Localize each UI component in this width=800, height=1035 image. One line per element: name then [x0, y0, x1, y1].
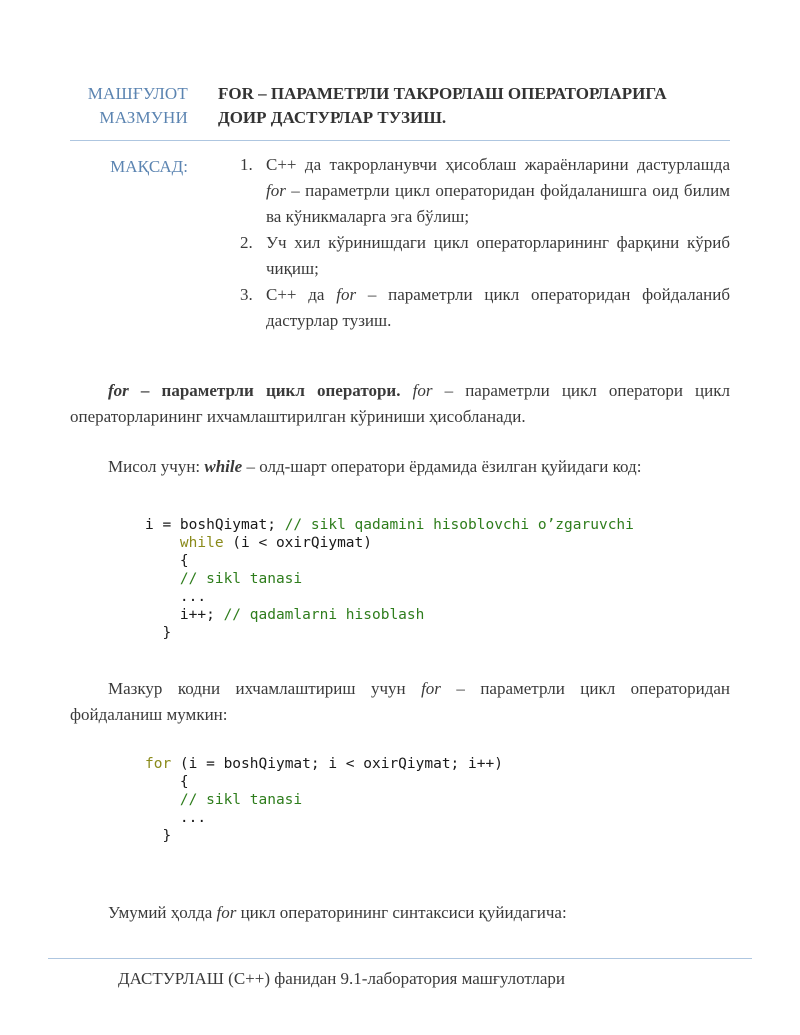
code-text: (i < oxirQiymat)	[223, 535, 372, 551]
page-title	[218, 82, 738, 130]
code-line	[145, 773, 503, 791]
code-text: ...	[179, 589, 207, 605]
code-line	[145, 534, 634, 552]
code-line	[145, 552, 634, 570]
term-for-inline: for	[216, 903, 237, 922]
page-footer: ДАСТУРЛАШ (C++) фанидан 9.1-лаборатория машғулотлари	[118, 969, 566, 988]
goal-item-number: 1.	[240, 155, 253, 174]
intro-paragraph-text: – параметрли цикл оператори цикл операторларининг ихчамлаштирилган кўриниши ҳисобланади.	[70, 381, 730, 426]
goal-item-emphasis: for	[266, 181, 286, 200]
code-line	[145, 755, 503, 773]
term-definition-heading: – параметрли цикл оператори.	[128, 381, 401, 400]
page-title-line1: FOR – ПАРАМЕТРЛИ ТАКРОРЛАШ ОПЕРАТОРЛАРИГА	[218, 84, 667, 103]
code-line	[145, 791, 503, 809]
goal-item-text: С++ да такрорланувчи ҳисоблаш жараёнларини дастурлашда	[266, 155, 730, 174]
term-while: while	[204, 457, 243, 476]
footer-divider	[48, 958, 752, 959]
code-comment: // sikl tanasi	[179, 792, 303, 808]
section-label	[70, 82, 188, 130]
goal-item-number: 3.	[240, 285, 253, 304]
example-paragraph	[70, 454, 730, 480]
term-for-inline: for	[412, 381, 433, 400]
compact-paragraph-text: Мазкур кодни ихчамлаштириш учун	[108, 679, 422, 698]
goal-list	[240, 152, 730, 334]
page-title-line2: ДОИР ДАСТУРЛАР ТУЗИШ.	[218, 108, 447, 127]
code-comment: // sikl qadamini hisoblovchi o’zgaruvchi	[284, 517, 634, 533]
goal-item	[240, 152, 730, 230]
code-line	[145, 809, 503, 827]
example-paragraph-text: Мисол учун:	[108, 457, 205, 476]
code-line	[145, 588, 634, 606]
code-line	[145, 624, 634, 642]
code-text: }	[162, 625, 172, 641]
code-line	[145, 827, 503, 845]
code-keyword: for	[145, 756, 172, 772]
code-text: i++;	[179, 607, 224, 623]
code-line	[145, 606, 634, 624]
term-for-inline: for	[421, 679, 441, 698]
code-text: ...	[179, 810, 207, 826]
term-for: for	[108, 381, 129, 400]
code-comment: // sikl tanasi	[179, 571, 303, 587]
syntax-paragraph-text: Умумий ҳолда	[108, 903, 217, 922]
compact-paragraph-text: – параметрли цикл операторидан фойдаланиш мумкин:	[70, 679, 730, 724]
code-keyword: while	[179, 535, 224, 551]
code-text: {	[179, 553, 189, 569]
goal-item-text: Уч хил кўринишдаги цикл операторларининг фарқини кўриб чиқиш;	[266, 233, 730, 278]
code-text: {	[179, 774, 189, 790]
intro-paragraph	[70, 378, 730, 430]
code-comment: // qadamlarni hisoblash	[223, 607, 425, 623]
header-divider	[70, 140, 730, 141]
section-label-line1: МАШҒУЛОТ	[87, 84, 188, 103]
goal-item-text: – параметрли цикл операторидан фойдаланиб дастурлар тузиш.	[266, 285, 730, 330]
section-label-line2: МАЗМУНИ	[99, 108, 188, 127]
code-line	[145, 570, 634, 588]
example-paragraph-text: – олд-шарт оператори ёрдамида ёзилган қуйидаги код:	[242, 457, 642, 476]
goal-item	[240, 230, 730, 282]
goal-item-text: – параметрли цикл операторидан фойдаланишга оид билим ва кўникмаларга эга бўлиш;	[266, 181, 730, 226]
goal-item	[240, 282, 730, 334]
code-text: }	[162, 828, 172, 844]
code-text: i = boshQiymat;	[145, 517, 285, 533]
goal-item-emphasis: for	[336, 285, 357, 304]
code-text: (i = boshQiymat; i < oxirQiymat; i++)	[171, 756, 503, 772]
goal-item-number: 2.	[240, 233, 253, 252]
goal-item-text: С++ да	[266, 285, 337, 304]
compact-paragraph	[70, 676, 730, 728]
code-block-for	[145, 755, 503, 845]
code-block-while	[145, 516, 634, 642]
syntax-paragraph-text: цикл операторининг синтаксиси қуйидагича:	[236, 903, 567, 922]
goal-label: МАҚСАД:	[110, 157, 188, 176]
code-line	[145, 516, 634, 534]
syntax-paragraph	[70, 900, 730, 926]
